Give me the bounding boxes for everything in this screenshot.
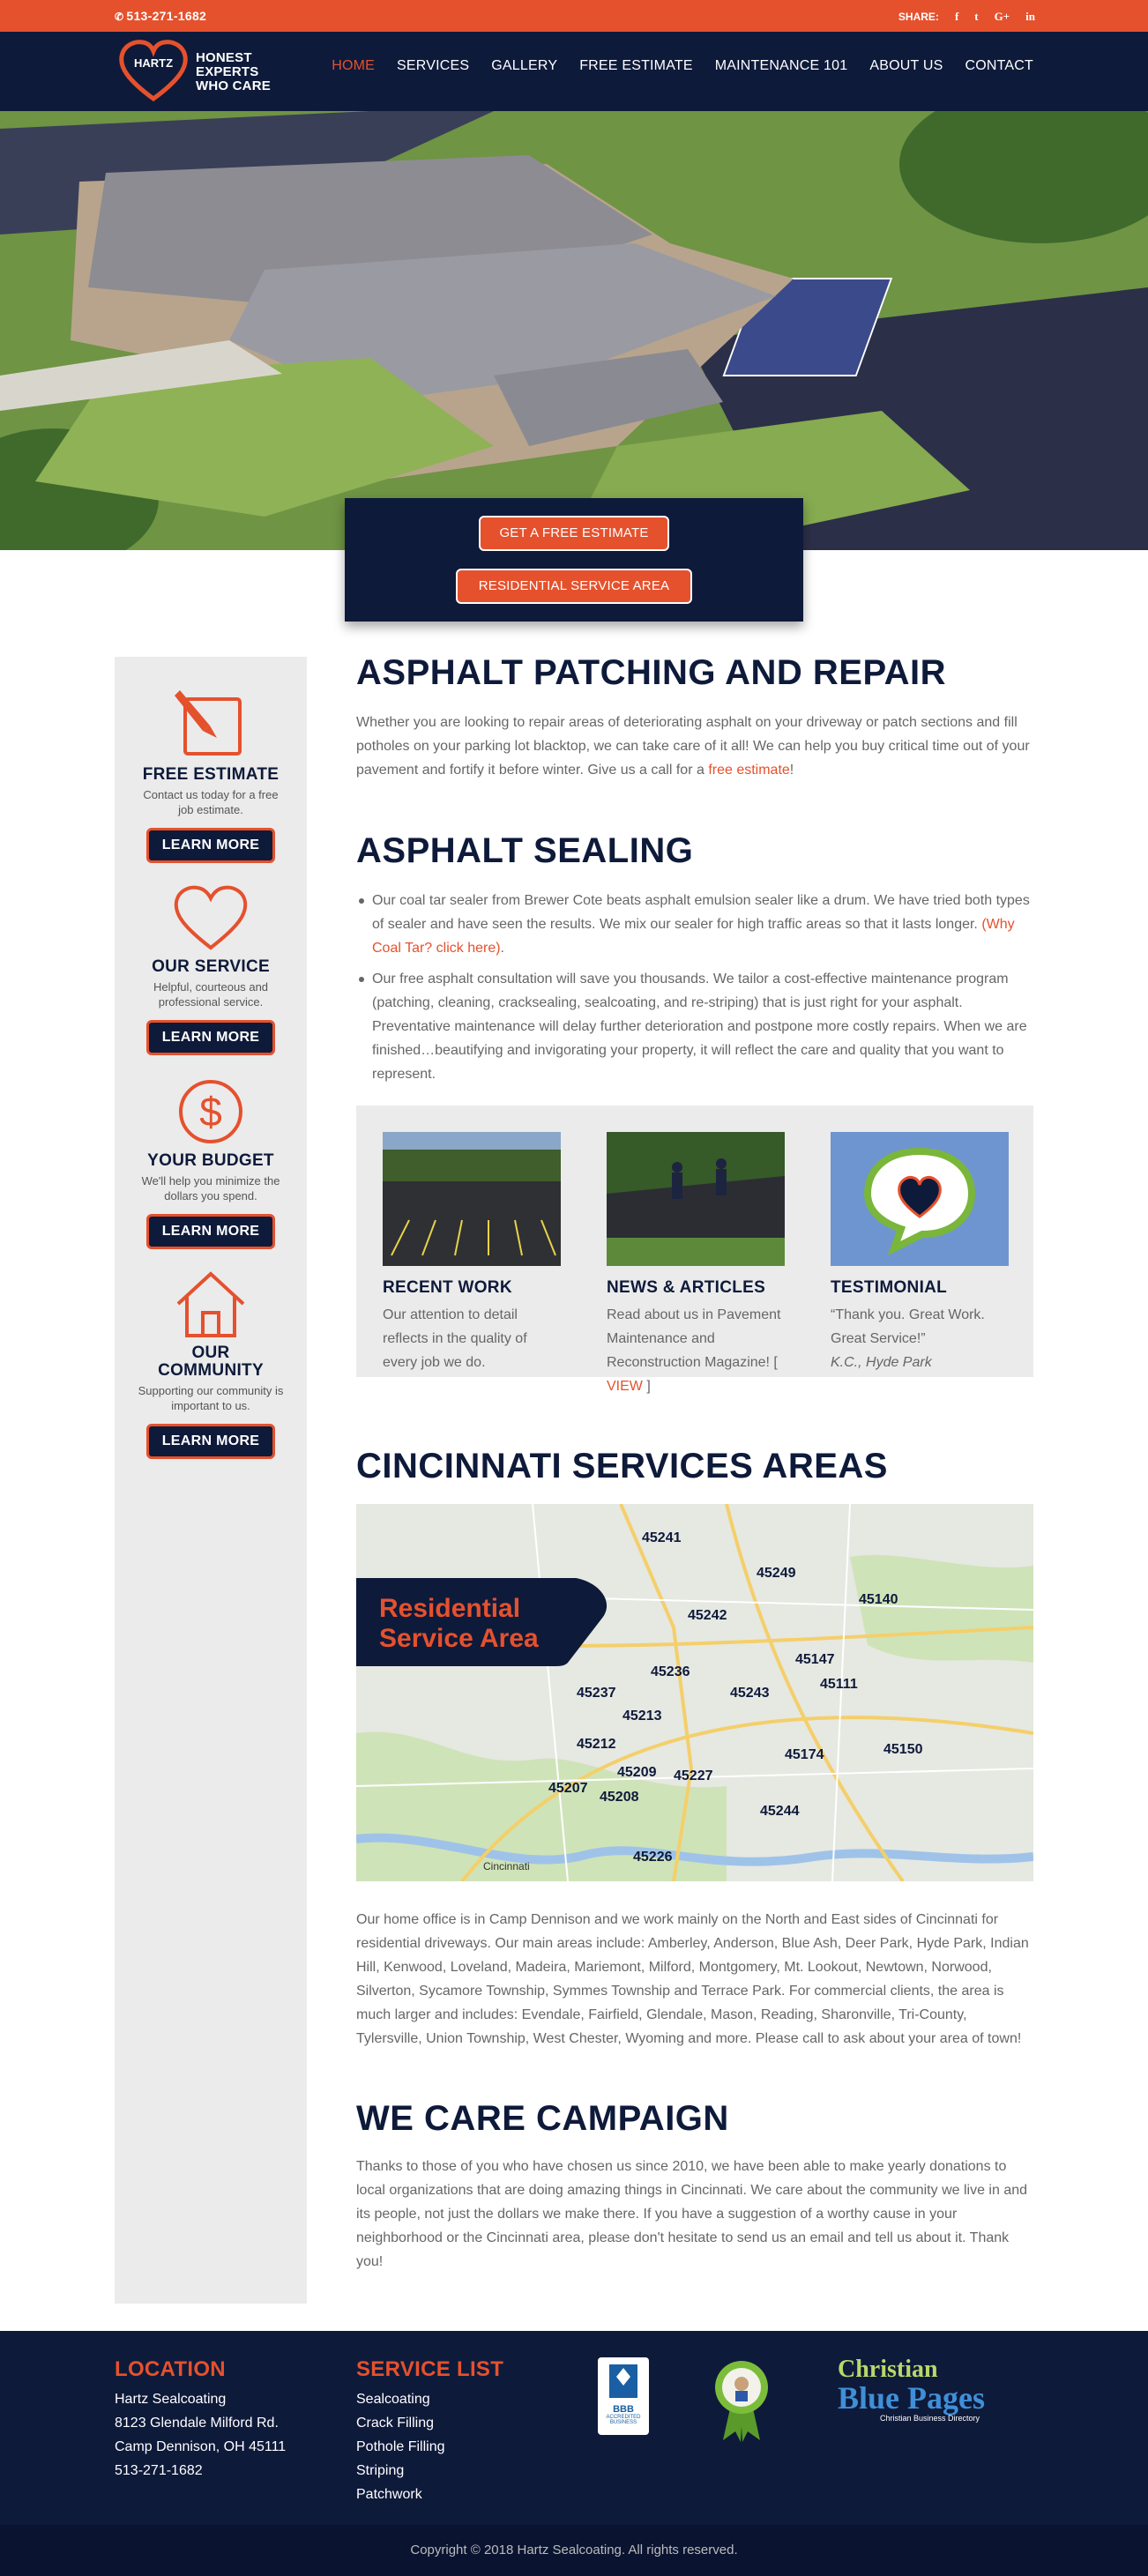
footer-line: 8123 Glendale Milford Rd.	[115, 2416, 279, 2431]
get-free-estimate-button[interactable]: GET A FREE ESTIMATE	[479, 516, 669, 551]
bbb-text: BBB	[613, 2404, 634, 2415]
zip-label: 45140	[859, 1592, 898, 1607]
bullet-text: Our coal tar sealer from Brewer Cote beats asphalt emulsion sealer like a drum. We have tried both types of sealer and have seen the results. We mix our sealer for high traffic areas so that it lasts longer.	[372, 893, 1030, 932]
nav-free-estimate[interactable]: FREE ESTIMATE	[579, 58, 693, 73]
tagline-line: EXPERTS	[196, 64, 259, 79]
christian-blue-pages-logo[interactable]	[838, 2357, 1032, 2428]
nav-about[interactable]: ABOUT US	[869, 58, 943, 73]
free-estimate-link[interactable]: free estimate	[708, 763, 790, 778]
footer-service-list	[356, 2387, 503, 2506]
zip-label: 45237	[577, 1686, 616, 1701]
zip-label: 45227	[674, 1768, 713, 1783]
top-phone-number: 513-271-1682	[126, 9, 207, 23]
house-icon	[171, 1269, 250, 1339]
recent-work-image	[383, 1132, 561, 1266]
zip-label: 45111	[820, 1677, 858, 1692]
card-text-end: ]	[642, 1379, 651, 1394]
list-item: Our free asphalt consultation will save you thousands. We tailor a cost-effective maintenance program (patching, cleaning, cracksealing, sealcoating, and re-striping) that is just right for your asphalt. Preventative maintenance will delay further deterioration and postpone more costly repairs. When we are finished…beautifying and invigorating your property, it will reflect the care and quality that you want to represent.	[356, 967, 1033, 1086]
sidebar-title: YOUR BUDGET	[147, 1151, 274, 1170]
nav-maintenance[interactable]: MAINTENANCE 101	[714, 58, 848, 73]
sidebar-title: OUR COMMUNITY	[158, 1344, 264, 1380]
linkedin-icon[interactable]: in	[1025, 10, 1035, 23]
tagline-line: HONEST	[196, 50, 252, 65]
zip-label: 45150	[883, 1742, 923, 1757]
zip-label: 45147	[795, 1652, 835, 1667]
share-label: SHARE:	[898, 11, 939, 23]
zip-label: 45213	[622, 1709, 662, 1724]
testimonial-quote: “Thank you. Great Work. Great Service!”	[831, 1307, 985, 1346]
bbb-text: BUSINESS	[609, 2420, 637, 2425]
footer-service-link[interactable]: Patchwork	[356, 2487, 422, 2502]
zip-label: 45212	[577, 1737, 616, 1752]
facebook-icon[interactable]: f	[954, 10, 959, 23]
footer-service-link[interactable]: Striping	[356, 2463, 405, 2478]
footer-location	[115, 2357, 286, 2483]
aerial-school-illustration	[0, 111, 1148, 550]
footer-services-heading: SERVICE LIST	[356, 2357, 504, 2381]
card-text-body: Read about us in Pavement Maintenance and Reconstruction Magazine! [	[607, 1307, 781, 1370]
bbb-text: ACCREDITED	[606, 2415, 641, 2420]
map-residential-banner	[356, 1578, 594, 1666]
heading-patching: ASPHALT PATCHING AND REPAIR	[356, 653, 947, 692]
heading-service-areas: CINCINNATI SERVICES AREAS	[356, 1447, 888, 1485]
twitter-icon[interactable]: t	[974, 10, 979, 23]
residential-service-area-button[interactable]: RESIDENTIAL SERVICE AREA	[456, 569, 692, 604]
news-image	[607, 1132, 785, 1266]
zip-label: 45174	[785, 1747, 824, 1762]
sidebar-desc: Supporting our community is important to us.	[138, 1384, 284, 1412]
cbd-text: Blue Pages	[838, 2380, 985, 2416]
sidebar-item-our-service	[115, 882, 307, 1055]
site-footer	[0, 2331, 1148, 2525]
card-recent-work[interactable]	[383, 1132, 561, 1374]
footer-service-link[interactable]: Pothole Filling	[356, 2439, 445, 2454]
phone-icon: ✆	[115, 11, 124, 23]
card-title: NEWS & ARTICLES	[607, 1278, 766, 1297]
top-bar	[0, 0, 1148, 32]
card-news-articles[interactable]	[607, 1132, 785, 1398]
logo-tagline	[196, 51, 271, 93]
zip-label: 45249	[757, 1566, 796, 1581]
site-logo[interactable]	[118, 39, 294, 102]
zip-label: 45208	[600, 1790, 639, 1805]
patching-text-end: !	[789, 763, 794, 778]
why-coal-tar-link[interactable]: (Why Coal Tar? click here)	[372, 917, 1015, 956]
zip-label: 45226	[633, 1850, 673, 1865]
zip-label: 45241	[642, 1530, 682, 1545]
footer-service-link[interactable]: Sealcoating	[356, 2392, 430, 2407]
card-text: Our attention to detail reflects in the quality of every job we do.	[383, 1307, 527, 1370]
map-base	[356, 1504, 1033, 1881]
card-text	[607, 1303, 785, 1398]
copyright: Copyright © 2018 Hartz Sealcoating. All rights reserved.	[0, 2525, 1148, 2576]
hero-cta-box	[345, 498, 803, 622]
learn-more-button[interactable]: LEARN MORE	[146, 1424, 275, 1459]
zip-label: 45242	[688, 1608, 727, 1623]
learn-more-button[interactable]: LEARN MORE	[146, 1020, 275, 1055]
share-links	[898, 10, 1035, 24]
banner-line: Service Area	[379, 1624, 539, 1653]
top-phone[interactable]	[115, 9, 206, 23]
card-text	[831, 1303, 1009, 1374]
patching-text-body: Whether you are looking to repair areas of deteriorating asphalt on your driveway or patch sections and fill potholes on your parking lot blacktop, we can take care of it all! We can help you buy critical time out of your pavement and fortify it before winter. Give us a call for a	[356, 715, 1030, 778]
we-care-text: Thanks to those of you who have chosen us since 2010, we have been able to make yearly donations to local organizations that are doing amazing things in Cincinnati. We care about the community we live in and its people, not just the dollars we make there. If you have a suggestion of a worthy cause in your neighborhood or the Cincinnati area, please don't hesitate to send us an email and tell us about it. Thank you!	[356, 2159, 1028, 2269]
footer-line: Hartz Sealcoating	[115, 2392, 227, 2407]
heart-icon	[171, 882, 250, 953]
footer-services	[356, 2357, 503, 2506]
sidebar	[115, 657, 307, 2304]
zip-label: 45207	[548, 1781, 588, 1796]
dollar-circle-icon	[171, 1076, 250, 1147]
footer-address	[115, 2387, 286, 2483]
sidebar-title: OUR SERVICE	[152, 957, 270, 976]
logo-heart-icon	[118, 39, 189, 102]
testimonial-image	[831, 1132, 1009, 1266]
main-nav	[309, 58, 1033, 74]
view-article-link[interactable]: VIEW	[607, 1379, 643, 1394]
sidebar-desc: We'll help you minimize the dollars you spend.	[141, 1174, 280, 1202]
pencil-square-icon	[171, 687, 250, 761]
card-title: RECENT WORK	[383, 1278, 512, 1297]
learn-more-button[interactable]: LEARN MORE	[146, 1214, 275, 1249]
zip-label: 45209	[617, 1765, 657, 1780]
tagline-line: WHO CARE	[196, 78, 271, 93]
sealing-list	[356, 889, 1033, 1093]
cbd-text: Christian Business Directory	[880, 2414, 980, 2423]
banner-text	[379, 1594, 539, 1654]
zip-label: 45244	[760, 1804, 800, 1819]
logo-brand: HARTZ	[133, 56, 174, 70]
nav-services[interactable]: SERVICES	[397, 58, 470, 73]
site-header	[0, 32, 1148, 111]
card-title: TESTIMONIAL	[831, 1278, 948, 1297]
feature-cards	[356, 1106, 1033, 1394]
sidebar-item-our-community	[115, 1269, 307, 1459]
cbd-text: Christian	[838, 2356, 938, 2383]
sidebar-item-your-budget	[115, 1076, 307, 1249]
testimonial-author: K.C., Hyde Park	[831, 1355, 932, 1370]
bullet-end: .	[500, 941, 504, 956]
card-testimonial[interactable]	[831, 1132, 1009, 1374]
google-plus-icon[interactable]: G+	[994, 10, 1010, 23]
footer-location-heading: LOCATION	[115, 2357, 226, 2381]
zip-label: 45236	[651, 1664, 690, 1679]
service-area-map[interactable]	[356, 1504, 1033, 1881]
zip-label: 45243	[730, 1686, 770, 1701]
banner-line: Residential	[379, 1594, 521, 1623]
heading-we-care: WE CARE CAMPAIGN	[356, 2099, 729, 2138]
nav-gallery[interactable]: GALLERY	[491, 58, 558, 73]
footer-phone[interactable]: 513-271-1682	[115, 2463, 203, 2478]
patching-text	[356, 711, 1033, 782]
nav-contact[interactable]: CONTACT	[965, 58, 1033, 73]
sidebar-item-free-estimate	[115, 687, 307, 863]
footer-line: Camp Dennison, OH 45111	[115, 2439, 287, 2454]
map-city-label: Cincinnati	[483, 1860, 530, 1872]
list-item	[356, 889, 1033, 960]
svg-text:$: $	[199, 1089, 222, 1135]
bbb-badge[interactable]	[598, 2357, 649, 2435]
sidebar-desc: Contact us today for a free job estimate.	[143, 788, 279, 816]
award-seal-icon[interactable]	[711, 2356, 772, 2444]
sidebar-title: FREE ESTIMATE	[142, 765, 280, 784]
learn-more-button[interactable]: LEARN MORE	[146, 828, 275, 863]
bbb-torch-icon	[606, 2363, 641, 2400]
hero-image	[0, 111, 1148, 550]
sidebar-desc: Helpful, courteous and professional service.	[153, 980, 269, 1009]
nav-home[interactable]: HOME	[332, 58, 376, 73]
heading-sealing: ASPHALT SEALING	[356, 831, 694, 870]
footer-service-link[interactable]: Crack Filling	[356, 2416, 435, 2431]
areas-text: Our home office is in Camp Dennison and we work mainly on the North and East sides of Cincinnati for residential driveways. Our main areas include: Amberley, Anderson, Blue Ash, Deer Park, Hyde Park, Indian Hill, Kenwood, Loveland, Madeira, Mariemont, Milford, Montgomery, Mt. Lookout, Newtown, Norwood, Silverton, Sycamore Township, Symmes Township and Terrace Park. For commercial clients, the area is much larger and includes: Evendale, Fairfield, Glendale, Mason, Reading, Sharonville, Tri-County, Tylersville, Union Township, West Chester, Wyoming and more. Please call to ask about your area of town!	[356, 1912, 1029, 2046]
